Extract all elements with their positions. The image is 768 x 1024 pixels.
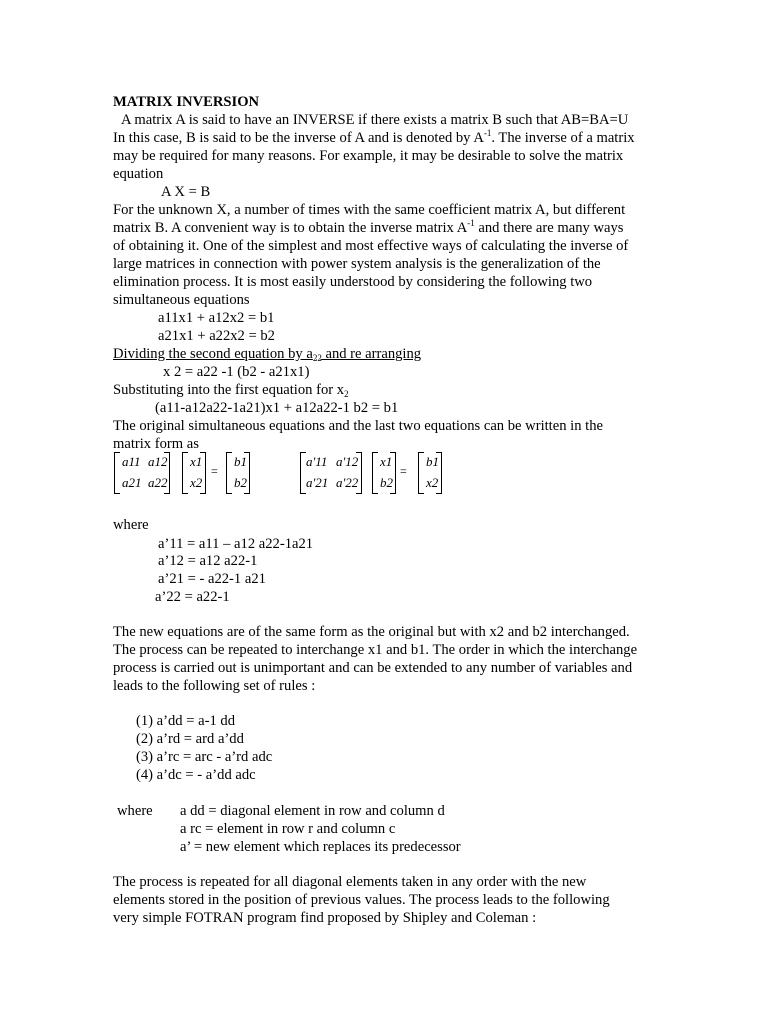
- where-line-2: a’12 = a12 a22-1: [158, 553, 258, 569]
- cell-b2: b2: [234, 475, 247, 490]
- equals-sign-2: =: [400, 464, 407, 478]
- para2-line-1: For the unknown X, a number of times with the same coefficient matrix A, but different: [113, 202, 626, 218]
- cell-p11: a'11: [306, 454, 328, 469]
- para2-line-2: matrix B. A convenient way is to obtain the inverse matrix $A^{-1}$ and there are many ways: [113, 218, 624, 236]
- equation-2: a21x1 + a22x2 = b2: [158, 328, 275, 344]
- rule-3: (3) a’rc = arc - a’rd adc: [136, 749, 273, 765]
- cell-p12: a'12: [336, 454, 359, 469]
- para4-line-2: The process can be repeated to interchange x1 and b1. The order in which the interchange: [113, 642, 638, 658]
- cell-x2: x2: [190, 475, 203, 490]
- intro-line-3: may be required for many reasons. For example, it may be desirable to solve the matrix: [113, 148, 624, 164]
- para3-line-1: The original simultaneous equations and the last two equations can be written in the: [113, 418, 603, 434]
- rule-2: (2) a’rd = ard a’dd: [136, 731, 244, 747]
- intro-line-1: A matrix A is said to have an INVERSE if there exists a matrix B such that AB=BA=U: [121, 112, 629, 128]
- cell-b1: b1: [234, 454, 247, 469]
- def-new-element: a’ = new element which replaces its predecessor: [180, 839, 461, 855]
- def-element: a rc = element in row r and column c: [180, 821, 396, 837]
- rule-1: (1) a’dd = a-1 dd: [136, 713, 235, 729]
- cell-p21: a'21: [306, 475, 329, 490]
- vector-b-x: [418, 452, 442, 494]
- cell-b1-2: b1: [426, 454, 439, 469]
- para5-line-3: very simple FOTRAN program find proposed by Shipley and Coleman :: [113, 910, 537, 926]
- where-label: where: [113, 517, 149, 533]
- substituting-line: Substituting into the first equation for $x_2$: [113, 382, 349, 399]
- vector-x: [182, 452, 206, 494]
- para4-line-4: leads to the following set of rules :: [113, 678, 316, 694]
- para2-line-5: elimination process. It is most easily understood by considering the following two: [113, 274, 593, 290]
- cell-x1: x1: [190, 454, 203, 469]
- para3-line-2: matrix form as: [113, 436, 199, 452]
- para5-line-1: The process is repeated for all diagonal elements taken in any order with the new: [113, 874, 587, 890]
- intro-line-2: In this case, B is said to be the inverse of A and is denoted by $A^{-1}$. The inverse of a matrix: [113, 128, 635, 146]
- where-line-4: a’22 = a22-1: [155, 589, 230, 605]
- para2-line-6: simultaneous equations: [113, 292, 250, 308]
- matrix-a-prime: [300, 452, 362, 494]
- cell-p22: a'22: [336, 475, 359, 490]
- cell-a21: a21: [122, 475, 142, 490]
- para4-line-1: The new equations are of the same form as the original but with x2 and b2 interchanged.: [113, 624, 630, 640]
- para2-line-4: large matrices in connection with power system analysis is the generalization of the: [113, 256, 601, 272]
- matrix-a: [114, 452, 170, 494]
- para2-line-3: of obtaining it. One of the simplest and most effective ways of calculating the inverse of: [113, 238, 629, 254]
- intro-line-4: equation: [113, 166, 164, 182]
- section-title: MATRIX INVERSION: [113, 94, 260, 110]
- def-diagonal: a dd = diagonal element in row and column d: [180, 803, 445, 819]
- dividing-heading: Dividing the second equation by $a_{22}$ and re arranging: [113, 346, 422, 363]
- equals-sign-1: =: [211, 464, 218, 478]
- where-line-3: a’21 = - a22-1 a21: [158, 571, 266, 587]
- where-line-1: a’11 = a11 – a12 a22-1a21: [158, 536, 314, 552]
- cell-a22: a22: [148, 475, 168, 490]
- cell-b2-2: b2: [380, 475, 393, 490]
- cell-x2-2: x2: [426, 475, 439, 490]
- cell-x1-2: x1: [380, 454, 393, 469]
- para5-line-2: elements stored in the position of previous values. The process leads to the following: [113, 892, 610, 908]
- vector-x-b: [372, 452, 396, 494]
- defs-where-label: where: [117, 803, 153, 819]
- rule-4: (4) a’dc = - a’dd adc: [136, 767, 256, 783]
- equation-3: (a11-a12a22-1a21)x1 + a12a22-1 b2 = b1: [155, 400, 399, 416]
- cell-a11: a11: [122, 454, 141, 469]
- x2-expression: x 2 = a22 -1 (b2 - a21x1): [163, 364, 310, 380]
- para4-line-3: process is carried out is unimportant and can be extended to any number of variables and: [113, 660, 633, 676]
- equation-1: a11x1 + a12x2 = b1: [158, 310, 275, 326]
- cell-a12: a12: [148, 454, 168, 469]
- vector-b: [226, 452, 250, 494]
- matrix-equation: A X = B: [161, 184, 211, 200]
